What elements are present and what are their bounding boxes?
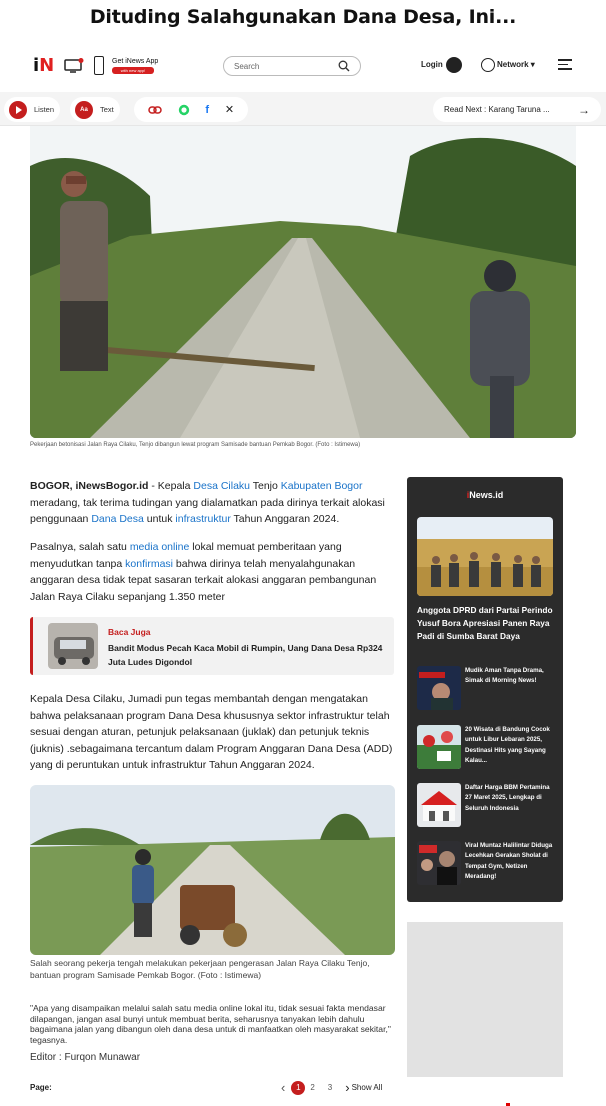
read-next-label: Read Next : Karang Taruna ... [444, 105, 550, 114]
tag-link-desa-cilaku[interactable]: Desa Cilaku [193, 480, 250, 492]
text-size-button[interactable] [70, 97, 120, 122]
text-label: Text [100, 105, 114, 114]
search-placeholder: Search [234, 62, 260, 71]
main-photo-caption: Pekerjaan betonisasi Jalan Raya Cilaku, Tenjo dibangun lewat program Samisade bantuan Pemkab Bogor. (Foto : Istimewa) [30, 442, 361, 448]
article-toolbar [0, 92, 606, 126]
pagination [281, 1080, 395, 1095]
site-header [0, 40, 606, 92]
get-app-badge: with new app! [112, 67, 154, 74]
sidebar-main-title[interactable]: Anggota DPRD dari Partai Perindo Yusuf Bora Apresiasi Panen Raya Padi di Sumba Barat Daya [417, 605, 553, 641]
tag-link-konfirmasi[interactable]: konfirmasi [125, 557, 174, 570]
tv-icon[interactable] [64, 58, 84, 73]
p1-text-b: Tenjo [250, 480, 281, 492]
sidebar-item-title: Mudik Aman Tanpa Drama, Simak di Morning News! [465, 667, 544, 685]
p1-text-a: - Kepala [148, 480, 194, 492]
sidebar-news-item[interactable] [417, 666, 559, 710]
related-label: Baca Juga [108, 627, 151, 637]
listen-button[interactable] [4, 97, 60, 122]
site-logo[interactable] [33, 55, 54, 76]
sidebar-item-title: Daftar Harga BBM Pertamina 27 Maret 2025, Lengkap di Seluruh Indonesia [465, 784, 550, 812]
second-photo-caption: Salah seorang pekerja tengah melakukan pekerjaan pengerasan Jalan Raya Cilaku Tenjo, bantuan program Samisade Pemkab Bogor. (Foto : Istimewa) [30, 958, 370, 980]
editor-credit: Editor : Furqon Munawar [30, 1052, 141, 1063]
user-icon[interactable] [446, 57, 462, 73]
dateline: BOGOR, iNewsBogor.id [30, 480, 149, 492]
p1-text-e: Tahun Anggaran 2024. [230, 513, 340, 525]
p2-text-a: Pasalnya, salah satu [30, 541, 130, 553]
p1-text-d: untuk [143, 513, 176, 525]
phone-icon[interactable] [94, 56, 104, 75]
get-app-link[interactable] [112, 58, 158, 74]
whatsapp-icon[interactable] [178, 104, 190, 116]
prev-page-icon[interactable]: ‹ [281, 1080, 286, 1095]
login-link[interactable]: Login [421, 60, 443, 69]
play-icon [9, 101, 27, 119]
related-title[interactable]: Bandit Modus Pecah Kaca Mobil di Rumpin, Uang Dana Desa Rp324 Juta Ludes Digondol [108, 643, 383, 667]
hamburger-menu-icon[interactable] [558, 59, 572, 71]
top-title-bar [0, 0, 606, 34]
inews-logo[interactable] [407, 490, 563, 500]
network-dropdown[interactable]: Network ▾ [497, 60, 535, 69]
sidebar-item-thumbnail [417, 725, 461, 769]
page-2-link[interactable]: 2 [310, 1083, 315, 1092]
sidebar-news-item[interactable] [417, 783, 559, 827]
sidebar-news-item[interactable] [417, 841, 559, 885]
article-paragraph-1 [30, 478, 394, 528]
related-article-card[interactable] [30, 617, 394, 675]
sb-logo-rest: News.id [469, 490, 504, 500]
x-icon[interactable]: ✕ [224, 104, 235, 116]
ad-placeholder [407, 922, 563, 1077]
page-3-link[interactable]: 3 [327, 1083, 333, 1092]
logo-i: i [33, 55, 40, 76]
get-app-label: Get iNews App [112, 58, 159, 65]
arrow-right-icon: → [578, 103, 590, 117]
page-title: Dituding Salahgunakan Dana Desa, Ini... [89, 6, 517, 28]
pagination-label: Page: [30, 1083, 52, 1092]
tag-link-media-online[interactable]: media online [129, 541, 190, 553]
article-paragraph-3: Kepala Desa Cilaku, Jumadi pun tegas membantah dengan mengatakan bahwa pelaksanaan program Dana Desa khususnya sektor infrastruktur telah sesuai dengan aturan, petunjuk pelaksanaan (juklak) dan petunjuk teknis (juknis) .sebagaimana tercantum dalam Program Anggaran Dana Desa (ADD) yang di peruntukan untuk infrastruktur Tahun Anggaran 2024. [30, 693, 393, 771]
sb-logo-i: i [466, 490, 470, 500]
sidebar-item-title: Viral Muntaz Halilintar Diduga Lecehkan Gerakan Sholat di Tempat Gym, Netizen Meradang! [465, 842, 553, 880]
related-article-thumbnail [48, 623, 98, 669]
link-icon[interactable] [148, 105, 162, 115]
page-1-current[interactable]: 1 [291, 1081, 305, 1095]
p2-text-c: bahwa dirinya telah menyalahgunakan anggaran desa tidak tepat sasaran terkait alokasi anggaran pembangunan Jalan Raya Cilaku sepanjang 1.350 meter [30, 557, 377, 603]
read-next-link[interactable] [433, 97, 601, 122]
share-buttons [134, 97, 248, 122]
search-icon[interactable] [338, 60, 350, 72]
sidebar-item-title: 20 Wisata di Bandung Cocok untuk Libur Lebaran 2025, Destinasi Hits yang Sayang Kalau... [465, 726, 550, 764]
logo-n: N [39, 55, 55, 76]
search-input[interactable] [223, 56, 361, 76]
sidebar-news-widget [407, 477, 563, 902]
sidebar-item-thumbnail [417, 783, 461, 827]
globe-icon[interactable] [481, 58, 495, 72]
text-size-icon: Aa [75, 101, 93, 119]
tag-link-dana-desa[interactable]: Dana Desa [91, 513, 144, 525]
tag-link-kabupaten-bogor[interactable]: Kabupaten Bogor [280, 480, 363, 492]
p2-text-b: lokal memuat pemberitaan yang menyudutkan tanpa [30, 541, 342, 570]
facebook-icon[interactable]: f [205, 103, 210, 116]
show-all-link[interactable]: Show All [351, 1083, 383, 1092]
article-paragraph-2 [30, 539, 394, 605]
listen-label: Listen [34, 105, 55, 114]
sidebar-item-thumbnail [417, 841, 461, 885]
article-quote: "Apa yang disampaikan melalui salah satu media online lokal itu, tidak sesuai fakta mendasar dilapangan, jangan asal bunyi untuk membuat berita, seharusnya tanyakan lebih dahulu bagaimana jalan yang dibangun oleh dana desa untuk di manfaatkan oleh masyarakat sekitar," tegasnya. [30, 1003, 391, 1045]
next-page-icon[interactable]: › [345, 1080, 350, 1095]
second-article-photo [30, 785, 395, 955]
main-article-photo [30, 126, 576, 438]
sidebar-main-thumbnail[interactable] [417, 517, 553, 596]
sidebar-news-item[interactable] [417, 725, 559, 769]
tag-link-infrastruktur[interactable]: infrastruktur [175, 513, 231, 525]
sidebar-item-thumbnail [417, 666, 461, 710]
p1-text-c: meradang, tak terima tudingan yang dialamatkan pada dirinya terkait alokasi penggunaan [30, 496, 385, 525]
